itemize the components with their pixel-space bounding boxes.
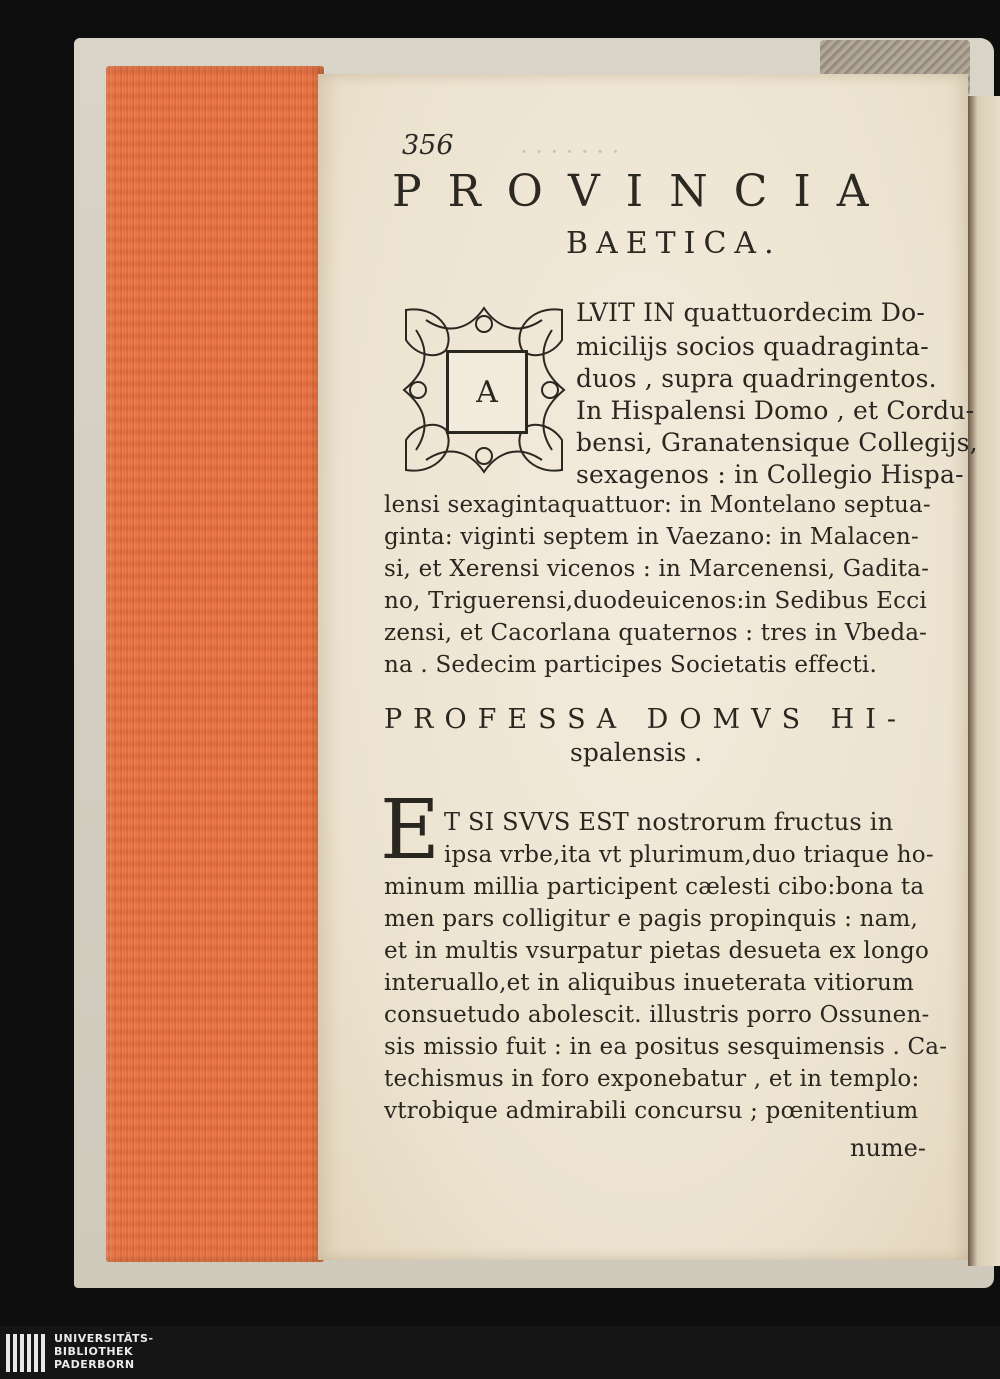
- drop-cap-letter: A: [446, 350, 528, 434]
- page-number: 356: [402, 130, 454, 161]
- paragraph2-line: minum millia participent cælesti cibo:bona ta: [384, 874, 925, 900]
- paragraph1-line: na . Sedecim participes Societatis effecti.: [384, 652, 877, 678]
- paragraph1-line: ginta: viginti septem in Vaezano: in Malacen-: [384, 524, 919, 550]
- paragraph2-line: men pars colligitur e pagis propinquis : nam,: [384, 906, 919, 932]
- logo-line: BIBLIOTHEK: [54, 1345, 134, 1358]
- section-heading-continued: spalensis .: [570, 738, 703, 767]
- paragraph2-line: interuallo,et in aliquibus inueterata vitiorum: [384, 970, 915, 996]
- paragraph2-line: sis missio fuit : in ea positus sesquimensis . Ca-: [384, 1034, 948, 1060]
- footer-bar: [0, 1326, 1000, 1379]
- paragraph2-line: vtrobique admirabili concursu ; pœnitentium: [384, 1098, 919, 1124]
- library-logo-icon: [6, 1334, 46, 1372]
- paragraph1-line: micilijs socios quadraginta-: [576, 332, 929, 361]
- paragraph1-line: bensi, Granatensique Collegijs,: [576, 428, 978, 457]
- facing-page-edge: [968, 96, 1000, 1266]
- section-heading: PROFESSA DOMVS HI-: [384, 704, 908, 735]
- paragraph2-line: ipsa vrbe,ita vt plurimum,duo triaque ho-: [444, 842, 934, 868]
- page-title: PROVINCIA: [392, 166, 895, 217]
- drop-cap-letter-e: E: [380, 783, 440, 878]
- paragraph1-line: lensi sexagintaquattuor: in Montelano septua-: [384, 492, 931, 518]
- paragraph1-line: zensi, et Cacorlana quaternos : tres in Vbeda-: [384, 620, 928, 646]
- paragraph2-line: T SI SVVS EST nostrorum fructus in: [444, 808, 894, 836]
- page-edge-red: [106, 66, 324, 1262]
- paragraph2-line: et in multis vsurpatur pietas desueta ex longo: [384, 938, 930, 964]
- library-logo-text: [54, 1332, 154, 1371]
- catchword: nume-: [850, 1134, 926, 1162]
- paragraph1-line: LVIT IN quattuordecim Do-: [576, 298, 926, 327]
- logo-line: PADERBORN: [54, 1358, 135, 1371]
- paragraph1-line: In Hispalensi Domo , et Cordu-: [576, 396, 975, 425]
- page-subtitle: BAETICA.: [566, 226, 782, 261]
- paragraph1-line: sexagenos : in Collegio Hispa-: [576, 460, 964, 489]
- logo-line: UNIVERSITÄTS-: [54, 1332, 154, 1345]
- show-through-text: · · · · · · ·: [520, 138, 620, 166]
- paragraph1-line: si, et Xerensi vicenos : in Marcenensi, Gadita-: [384, 556, 930, 582]
- paragraph2-line: techismus in foro exponebatur , et in templo:: [384, 1066, 920, 1092]
- paragraph1-line: duos , supra quadringentos.: [576, 364, 937, 393]
- paragraph2-line: consuetudo abolescit. illustris porro Ossunen-: [384, 1002, 930, 1028]
- paragraph1-line: no, Triguerensi,duodeuicenos:in Sedibus Ecci: [384, 588, 927, 614]
